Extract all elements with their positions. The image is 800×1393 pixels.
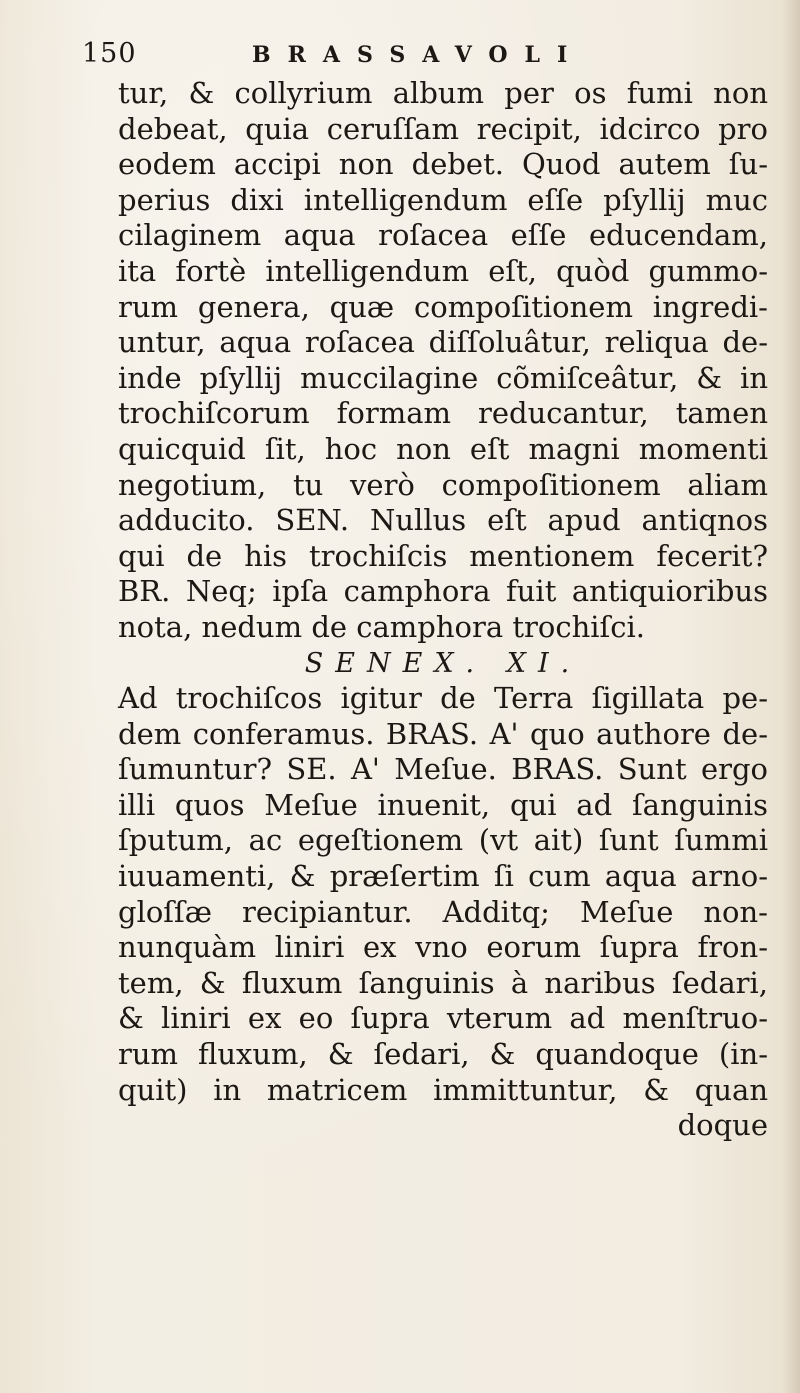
text-line: gloſſæ recipiantur. Additq; Meſue non- (118, 894, 768, 929)
catchword: doque (677, 1108, 768, 1143)
text-line: Ad trochiſcos igitur de Terra ſigillata pe- (118, 681, 768, 716)
text-line: qui de his trochiſcis mentionem fecerit? (118, 538, 768, 573)
text-line: inde pſyllij muccilagine cõmiſceâtur, & in (118, 360, 768, 395)
text-block (118, 76, 768, 1144)
text-line: BR. Neq; ipſa camphora fuit antiquioribus (118, 574, 768, 609)
text-line: eodem accipi non debet. Quod autem ſu- (118, 147, 768, 182)
text-line: illi quos Meſue inuenit, qui ad ſanguinis (118, 787, 768, 822)
text-line: debeat, quia ceruſſam recipit, idcirco pro (118, 111, 768, 146)
text-line: nota, nedum de camphora trochiſci. (118, 609, 645, 644)
text-line: untur, aqua roſacea diſſoluâtur, reliqua de- (118, 325, 768, 360)
section-heading: SENEX. XI. (304, 647, 582, 679)
text-line: ita fortè intelligendum eſt, quòd gummo- (118, 253, 768, 288)
text-line: trochiſcorum formam reducantur, tamen (118, 396, 768, 431)
text-line: ſumuntur? SE. A' Meſue. BRAS. Sunt ergo (118, 752, 768, 787)
text-line: rum fluxum, & ſedari, & quandoque (in- (118, 1037, 768, 1072)
text-line: adducito. SEN. Nullus eſt apud antiqnos (118, 503, 768, 538)
running-title: BRASSAVOLI (252, 42, 585, 68)
text-line: tem, & fluxum ſanguinis à naribus ſedari, (118, 965, 768, 1000)
page-edge-shadow (782, 0, 800, 1393)
text-line: nunquàm liniri ex vno eorum ſupra fron- (118, 930, 768, 965)
page-number: 150 (82, 38, 137, 69)
text-line: quit) in matricem immittuntur, & quan (118, 1072, 768, 1107)
text-line: perius dixi intelligendum eſſe pſyllij muc (118, 182, 768, 217)
text-line: dem conferamus. BRAS. A' quo authore de- (118, 716, 768, 751)
text-line: cilaginem aqua roſacea eſſe educendam, (118, 218, 768, 253)
text-line: ſputum, ac egeſtionem (vt ait) ſunt ſummi (118, 823, 768, 858)
text-line: & liniri ex eo ſupra vterum ad menſtruo- (118, 1001, 768, 1036)
text-line: rum genera, quæ compoſitionem ingredi- (118, 289, 768, 324)
text-line: tur, & collyrium album per os fumi non (118, 76, 768, 110)
text-line: quicquid ſit, hoc non eſt magni momenti (118, 431, 768, 466)
text-line: iuuamenti, & præſertim ſi cum aqua arno- (118, 859, 768, 894)
text-line: negotium, tu verò compoſitionem aliam (118, 467, 768, 502)
running-head (82, 38, 702, 78)
